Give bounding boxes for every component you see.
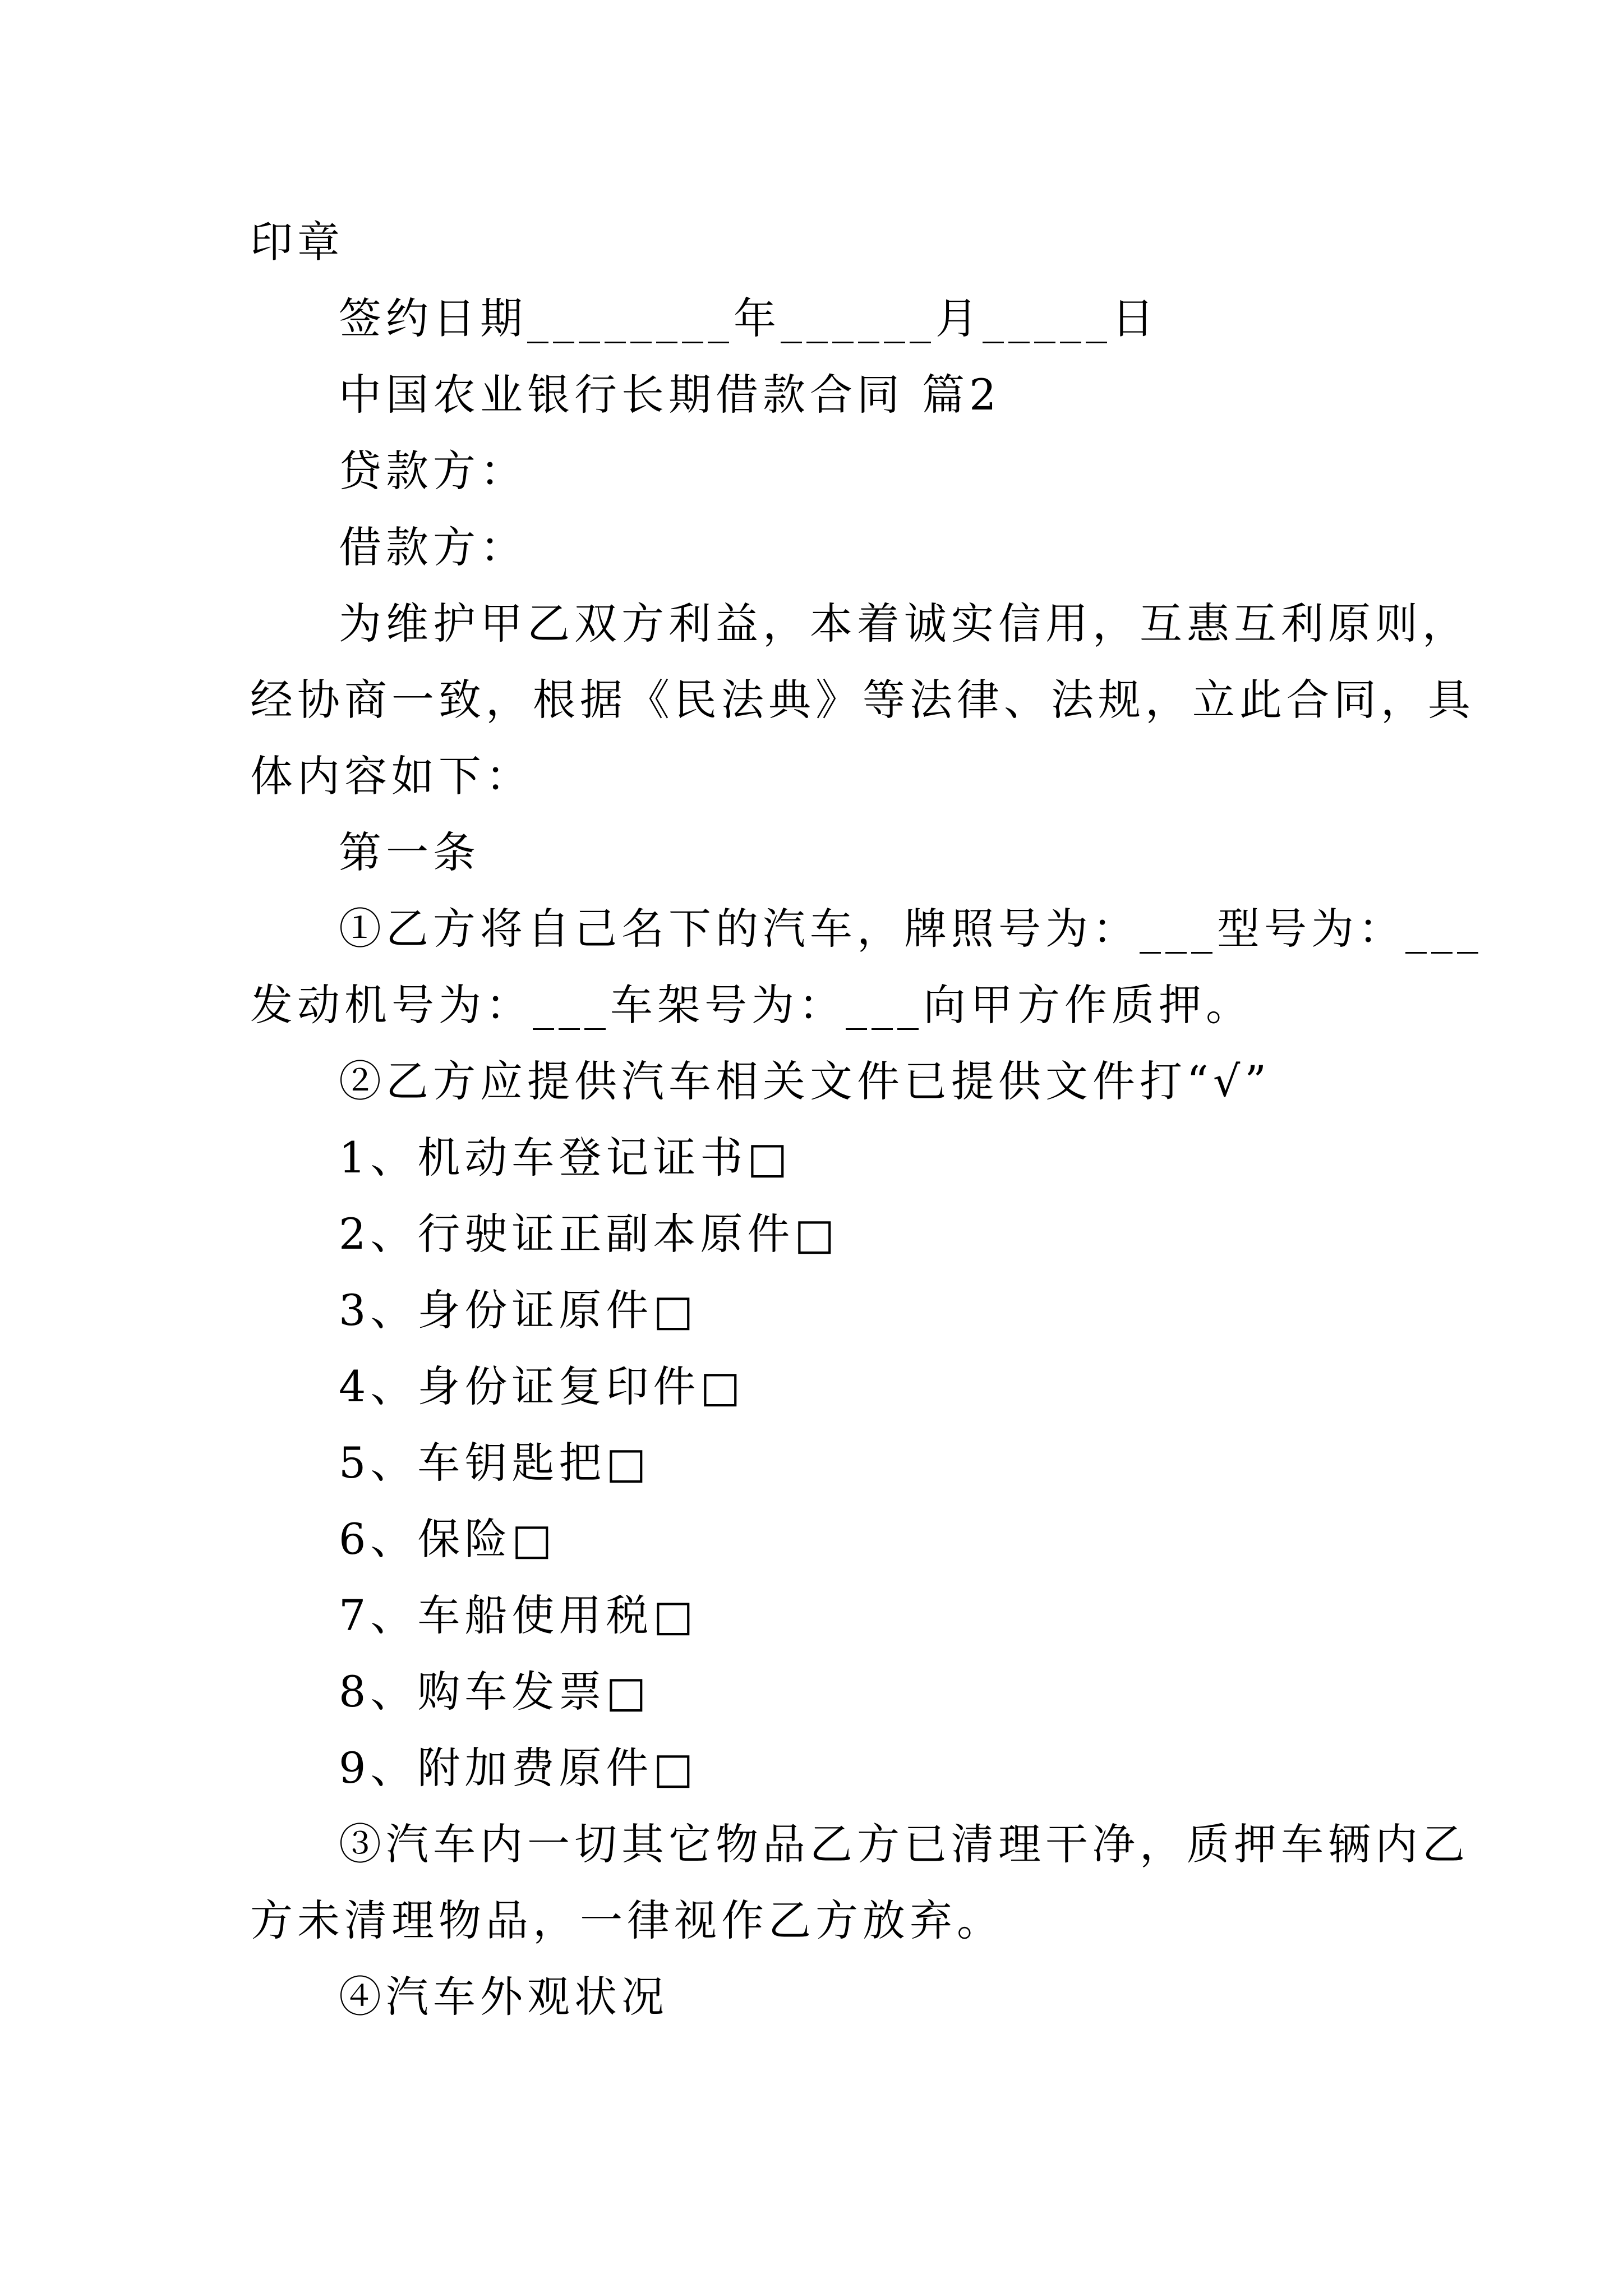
checklist-item-6: 6、保险□ [339,1514,557,1564]
text-line-clause-3b: 方未清理物品，一律视作乙方放弃。 [250,1895,1004,1945]
checklist-item-1: 1、机动车登记证书□ [339,1133,792,1182]
checklist-item-3: 3、身份证原件□ [339,1285,698,1335]
text-line-lender: 贷款方： [339,446,527,496]
checklist-item-5: 5、车钥匙把□ [339,1438,651,1488]
text-line-preamble-1: 为维护甲乙双方利益，本着诚实信用，互惠互利原则， [339,599,1469,648]
checklist-item-9: 9、附加费原件□ [339,1743,698,1793]
checklist-item-7: 7、车船使用税□ [339,1590,698,1640]
text-line-clause-1b: 发动机号为：___车架号为：___向甲方作质押。 [250,980,1253,1030]
article-heading: 第一条 [339,827,480,877]
text-line-preamble-3: 体内容如下： [250,751,533,801]
checklist-item-8: 8、购车发票□ [339,1667,651,1717]
checklist-item-4: 4、身份证复印件□ [339,1361,745,1411]
text-line-clause-2: ②乙方应提供汽车相关文件已提供文件打“√” [339,1056,1271,1106]
text-line-seal: 印章 [250,217,344,267]
contract-title: 中国农业银行长期借款合同 篇2 [339,370,1001,420]
checklist-item-2: 2、行驶证正副本原件□ [339,1209,840,1259]
text-line-clause-1a: ①乙方将自己名下的汽车，牌照号为：___型号为：___ [339,904,1483,954]
text-line-borrower: 借款方： [339,522,527,572]
text-line-clause-4: ④汽车外观状况 [339,1972,668,2022]
text-line-clause-3a: ③汽车内一切其它物品乙方已清理干净，质押车辆内乙 [339,1819,1469,1869]
text-line-sign-date: 签约日期________年______月_____日 [339,293,1159,343]
text-line-preamble-2: 经协商一致，根据《民法典》等法律、法规，立此合同，具 [250,675,1475,725]
